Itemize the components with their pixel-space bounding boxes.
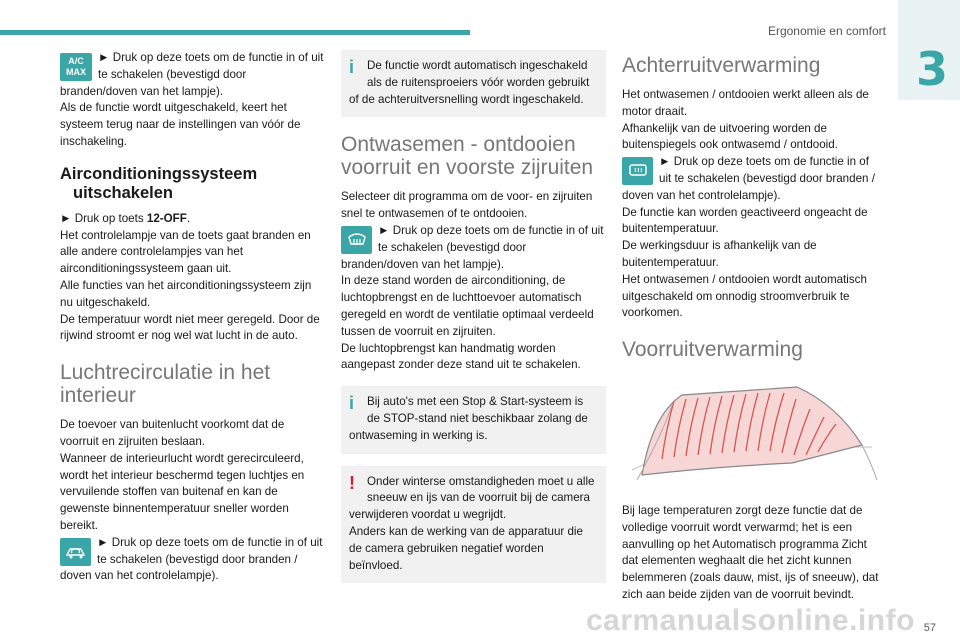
recirc-heading: Luchtrecirculatie in het interieur xyxy=(60,361,271,408)
info-note-1 xyxy=(341,50,606,117)
section-title: Ergonomie en comfort xyxy=(767,24,886,38)
rear-heating-heading: Achterruitverwarming xyxy=(622,54,821,77)
ac-icon-line1: A/C xyxy=(68,56,84,66)
chapter-tab xyxy=(898,0,960,100)
aircon-text-3: De temperatuur wordt niet meer geregeld. Door de rijwind stroomt er nog wel wat lucht in de auto. xyxy=(60,312,320,343)
rear-text-1: Het ontwasemen / ontdooien werkt alleen als de motor draait. xyxy=(622,88,869,118)
ac-note: Als de functie wordt uitgeschakeld, keert het systeem terug naar de instellingen van vóór de inschakeling. xyxy=(60,101,301,148)
aircon-text-2: Alle functies van het airconditioningssysteem zijn nu uitgeschakeld. xyxy=(60,278,312,309)
header-accent-bar xyxy=(0,30,470,35)
ac-max-icon xyxy=(60,53,92,81)
demist-text-3: De luchtopbrengst kan handmatig worden aangepast zonder deze stand uit te schakelen. xyxy=(341,341,581,372)
heated-windscreen-illustration xyxy=(622,375,884,485)
warning-text-2: Anders kan de werking van de apparatuur die de camera gebruiken negatief worden beïnvloed. xyxy=(349,524,583,572)
chapter-number: 3 xyxy=(915,42,948,96)
info-icon: i xyxy=(349,57,355,77)
info-note-2-text: Bij auto's met een Stop & Start-systeem is de STOP-stand niet beschikbaar zolang de ontwaseming in werking is. xyxy=(349,395,588,442)
warning-text-1: Onder winterse omstandigheden moet u alle sneeuw en ijs van de voorruit bij de camera verwijderen voordat u wegrijdt. xyxy=(349,474,595,522)
rear-bullet: ► Druk op deze toets om de functie in of uit te schakelen (bevestigd door branden / doven van het controlelampje). xyxy=(622,155,875,202)
ac-instruction: ► Druk op deze toets om de functie in of uit te schakelen (bevestigd door branden/doven van het lampje). xyxy=(60,51,324,98)
warning-icon: ! xyxy=(349,472,355,493)
watermark: carmanualsonline.info xyxy=(586,604,915,637)
aircon-bullet-post: . xyxy=(186,211,191,225)
aircon-off-heading xyxy=(60,165,325,203)
recirculation-icon xyxy=(60,538,91,566)
column-1 xyxy=(60,50,325,585)
demist-text-2: In deze stand worden de airconditioning, de luchtopbrengst en de luchttoevoer automatisch geregeld en wordt de ventilatie optimaal verdeeld tussen de voorruit en zijruiten. xyxy=(341,274,594,338)
aircon-bullet xyxy=(60,211,325,228)
front-heating-heading: Voorruitverwarming xyxy=(622,338,803,362)
rear-text-3: De functie kan worden geactiveerd ongeacht de buitentemperatuur. xyxy=(622,205,868,236)
aircon-heading-line1: Airconditioningssysteem xyxy=(60,164,258,183)
page-number: 57 xyxy=(923,622,936,634)
front-text: Bij lage temperaturen zorgt deze functie dat de volledige voorruit wordt verwarmd; het is een aanvulling op het Automatisch programma Zicht dat elementen weghaalt die het zicht kunnen belemmeren (zoals dauw, mist, ijs of sneeuw), dat zich aan beide zijden van de voorruit bevindt. xyxy=(622,503,879,601)
recirc-text-2: Wanneer de interieurlucht wordt gerecirculeerd, wordt het interieur beschermd tegen luchtjes en vervuilende stoffen van buitenaf en kan de gewenste binnentemperatuur sneller worden bereikt. xyxy=(60,451,305,532)
info-note-2 xyxy=(341,386,606,453)
warning-note xyxy=(341,466,606,584)
aircon-text-1: Het controlelampje van de toets gaat branden en alle andere controlelampjes van het airconditioningssysteem gaan uit. xyxy=(60,228,311,276)
rear-text-5: Het ontwasemen / ontdooien wordt automatisch uitgeschakeld om onnodig stroomverbruik te voorkomen. xyxy=(622,272,867,320)
recirc-bullet: ► Druk op deze toets om de functie in of uit te schakelen (bevestigd door branden / doven van het controlelampje). xyxy=(60,535,323,583)
demist-heading: Ontwasemen - ontdooien voorruit en voorste zijruiten xyxy=(341,133,594,180)
aircon-bullet-pre: ► Druk op toets xyxy=(60,211,147,225)
rear-text-4: De werkingsduur is afhankelijk van de buitentemperatuur. xyxy=(622,239,817,269)
rear-window-heating-icon xyxy=(622,157,653,185)
ac-icon-line2: MAX xyxy=(66,67,86,77)
windscreen-demist-icon xyxy=(341,226,372,254)
demist-bullet: ► Druk op deze toets om de functie in of uit te schakelen (bevestigd door branden/doven van het lampje). xyxy=(341,223,604,271)
aircon-key-label: 12-OFF xyxy=(146,211,187,225)
recirc-text-1: De toevoer van buitenlucht voorkomt dat de voorruit en zijruiten beslaan. xyxy=(60,418,285,448)
demist-text-1: Selecteer dit programma om de voor- en zijruiten snel te ontwasemen of te ontdooien. xyxy=(341,190,593,221)
rear-text-2: Afhankelijk van de uitvoering worden de buitenspiegels ook ontwasemd / ontdooid. xyxy=(622,121,838,152)
info-icon: i xyxy=(349,393,355,414)
column-3 xyxy=(622,50,884,604)
info-note-1-text: De functie wordt automatisch ingeschakeld als de ruitensproeiers vóór worden gebruikt of de achteruitversnelling wordt ingeschakeld. xyxy=(349,59,590,106)
aircon-heading-line2: uitschakelen xyxy=(73,183,173,202)
column-2 xyxy=(341,50,606,595)
